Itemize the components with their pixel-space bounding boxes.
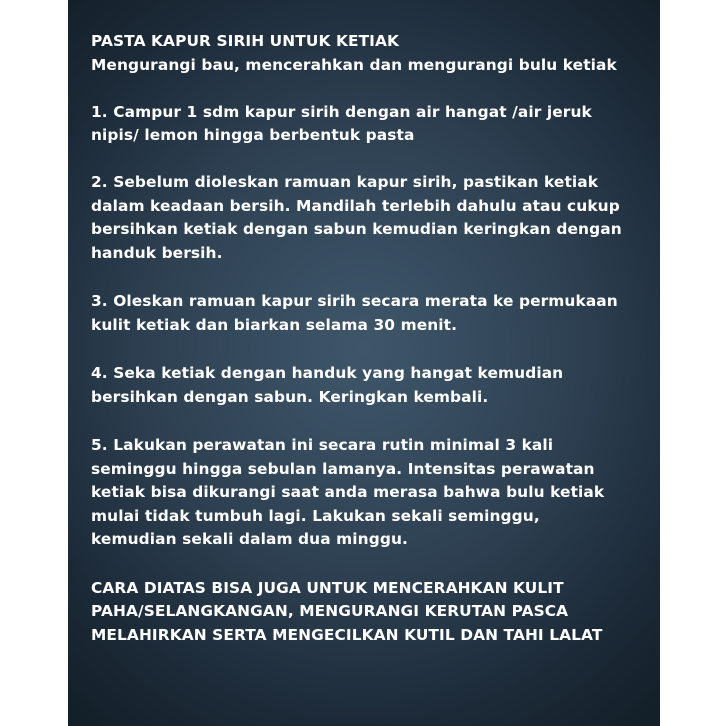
spacer (91, 77, 656, 101)
step-line: seminggu hingga sebulan lamanya. Intensitas perawatan (91, 459, 595, 478)
step-line: nipis/ lemon hingga berbentuk pasta (91, 126, 415, 144)
step-line: kemudian sekali dalam dua minggu. (91, 530, 408, 548)
step-1 (91, 101, 656, 148)
footer-line: MELAHIRKAN SERTA MENGECILKAN KUTIL DAN TAHI LALAT (91, 625, 603, 644)
step-3 (91, 290, 656, 337)
tips-content (91, 30, 656, 647)
step-line: 2. Sebelum dioleskan ramuan kapur sirih, pastikan ketiak (91, 173, 599, 191)
step-4 (91, 362, 656, 409)
step-line: 1. Campur 1 sdm kapur sirih dengan air hangat /air jeruk (91, 102, 592, 121)
footer-line: PAHA/SELANGKANGAN, MENGURANGI KERUTAN PASCA (91, 602, 569, 620)
step-5 (91, 434, 656, 552)
step-line: 5. Lakukan perawatan ini secara rutin minimal 3 kali (91, 436, 554, 454)
step-line: mulai tidak tumbuh lagi. Lakukan sekali seminggu, (91, 506, 540, 525)
spacer (91, 552, 656, 577)
page-subtitle: Mengurangi bau, mencerahkan dan mengurangi bulu ketiak (91, 55, 617, 74)
step-line: 3. Oleskan ramuan kapur sirih secara merata ke permukaan (91, 292, 618, 310)
step-line: dalam keadaan bersih. Mandilah terlebih dahulu atau cukup (91, 196, 620, 215)
step-line: kulit ketiak dan biarkan selama 30 menit. (91, 315, 458, 334)
spacer (91, 337, 656, 362)
step-line: ketiak bisa dikurangi saat anda merasa bahwa bulu ketiak (91, 483, 605, 501)
footer-note (91, 577, 656, 648)
step-line: bersihkan dengan sabun. Keringkan kembali. (91, 387, 489, 406)
step-line: handuk bersih. (91, 243, 223, 262)
spacer (91, 148, 656, 172)
step-2 (91, 171, 656, 265)
spacer (91, 409, 656, 434)
tips-card (68, 0, 660, 726)
step-line: bersihkan ketiak dengan sabun kemudian keringkan dengan (91, 220, 622, 238)
spacer (91, 265, 656, 290)
footer-line: CARA DIATAS BISA JUGA UNTUK MENCERAHKAN KULIT (91, 578, 564, 597)
page-title: PASTA KAPUR SIRIH UNTUK KETIAK (91, 32, 400, 50)
step-line: 4. Seka ketiak dengan handuk yang hangat kemudian (91, 364, 564, 382)
